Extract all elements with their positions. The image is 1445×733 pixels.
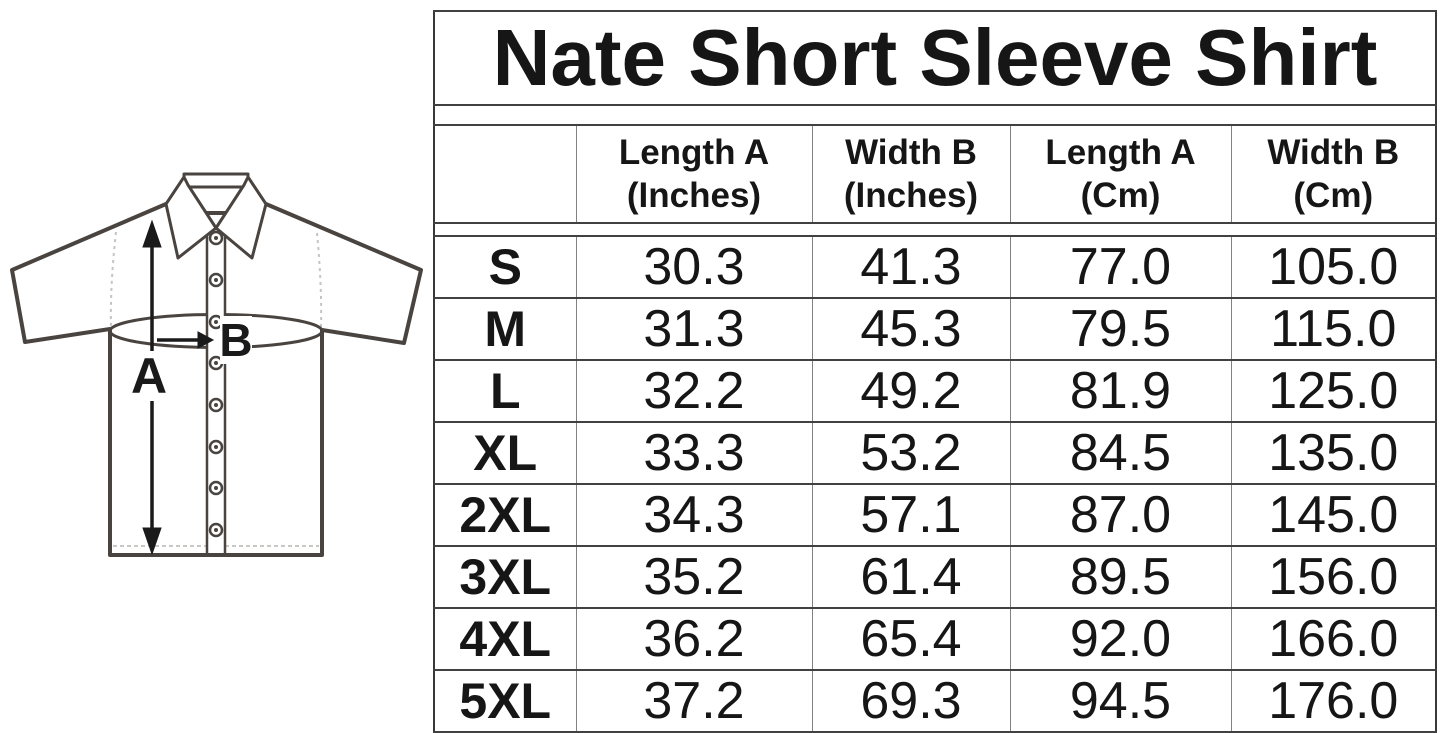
value-cell: 176.0 (1231, 670, 1436, 732)
value-cell: 79.5 (1010, 298, 1231, 360)
table-row-s (434, 236, 1436, 298)
spacer-row (434, 223, 1436, 236)
value-cell: 156.0 (1231, 546, 1436, 608)
header-length-cm: Length A (Cm) (1010, 125, 1231, 223)
value-cell: 30.3 (576, 236, 812, 298)
table-row-4xl (434, 608, 1436, 670)
size-cell: S (434, 236, 576, 298)
value-cell: 87.0 (1010, 484, 1231, 546)
value-cell: 49.2 (812, 360, 1010, 422)
title-row (434, 11, 1436, 105)
value-cell: 115.0 (1231, 298, 1436, 360)
size-cell: XL (434, 422, 576, 484)
value-cell: 94.5 (1010, 670, 1231, 732)
spacer-row (434, 105, 1436, 125)
width-label: B (219, 314, 253, 366)
spacer-cell (434, 105, 1436, 125)
page-title: Nate Short Sleeve Shirt (434, 11, 1436, 105)
value-cell: 81.9 (1010, 360, 1231, 422)
value-cell: 166.0 (1231, 608, 1436, 670)
table-row-xl (434, 422, 1436, 484)
value-cell: 31.3 (576, 298, 812, 360)
table-row-l (434, 360, 1436, 422)
size-table (433, 10, 1437, 733)
value-cell: 35.2 (576, 546, 812, 608)
corner-header-cell (434, 125, 576, 223)
value-cell: 145.0 (1231, 484, 1436, 546)
value-cell: 92.0 (1010, 608, 1231, 670)
value-cell: 36.2 (576, 608, 812, 670)
size-cell: L (434, 360, 576, 422)
value-cell: 53.2 (812, 422, 1010, 484)
header-width-cm: Width B (Cm) (1231, 125, 1436, 223)
value-cell: 45.3 (812, 298, 1010, 360)
header-width-inches: Width B (Inches) (812, 125, 1010, 223)
table-row-m (434, 298, 1436, 360)
size-cell: 5XL (434, 670, 576, 732)
size-cell: 4XL (434, 608, 576, 670)
column-header-row (434, 125, 1436, 223)
value-cell: 61.4 (812, 546, 1010, 608)
value-cell: 37.2 (576, 670, 812, 732)
value-cell: 57.1 (812, 484, 1010, 546)
size-cell: 3XL (434, 546, 576, 608)
length-label: A (130, 348, 168, 404)
shirt-diagram (0, 0, 433, 723)
size-chart (433, 10, 1435, 730)
value-cell: 84.5 (1010, 422, 1231, 484)
value-cell: 105.0 (1231, 236, 1436, 298)
spacer-cell (434, 223, 1436, 236)
size-cell: 2XL (434, 484, 576, 546)
table-row-3xl (434, 546, 1436, 608)
value-cell: 77.0 (1010, 236, 1231, 298)
value-cell: 65.4 (812, 608, 1010, 670)
value-cell: 135.0 (1231, 422, 1436, 484)
value-cell: 69.3 (812, 670, 1010, 732)
size-cell: M (434, 298, 576, 360)
table-row-2xl (434, 484, 1436, 546)
value-cell: 32.2 (576, 360, 812, 422)
header-length-inches: Length A (Inches) (576, 125, 812, 223)
value-cell: 41.3 (812, 236, 1010, 298)
collar-band (184, 174, 248, 187)
value-cell: 34.3 (576, 484, 812, 546)
value-cell: 89.5 (1010, 546, 1231, 608)
value-cell: 125.0 (1231, 360, 1436, 422)
value-cell: 33.3 (576, 422, 812, 484)
